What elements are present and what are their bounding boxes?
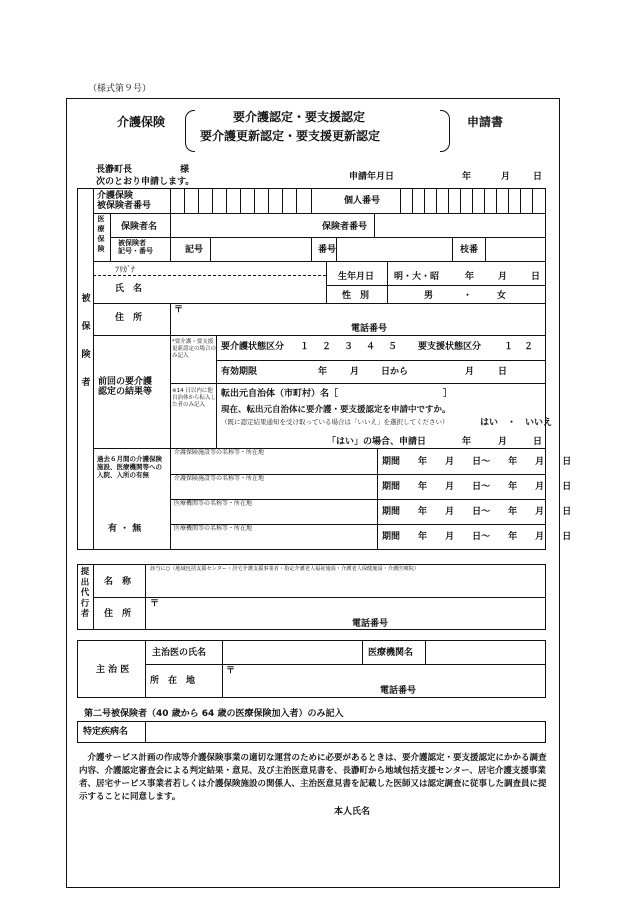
origin-close: ］ <box>443 389 453 399</box>
branch-label: 枝番 <box>460 245 479 255</box>
addressee-name: 長瀞町長 <box>96 165 133 175</box>
application-day: 日 <box>533 172 543 182</box>
origin-label <box>221 389 452 399</box>
agent-side-label: 提出代行者 <box>80 567 90 619</box>
previous-result-label: 前回の要介護 認定の結果等 <box>98 377 153 398</box>
facility-3-period: 期間 年 月 日〜 年 月 日 <box>382 507 572 517</box>
name-label: 氏 名 <box>115 284 143 294</box>
birth-month: 月 <box>498 272 508 282</box>
symbol-label: 記号 <box>185 245 204 255</box>
facility-1-period: 期間 年 月 日〜 年 月 日 <box>382 457 572 467</box>
number-label: 番号 <box>318 245 337 255</box>
title-line1: 要介護認定・要支援認定 <box>233 110 366 124</box>
validity-label: 有効期限 <box>221 367 258 377</box>
facilities-yes-no[interactable]: 有 ・ 無 <box>108 524 142 534</box>
yes-date-day: 日 <box>533 437 543 447</box>
validity-from: 日から <box>381 367 409 377</box>
doctor-postal-mark: 〒 <box>226 666 236 676</box>
validity-month-end: 月 <box>465 367 475 377</box>
second-insured-title: 第二号被保険者（40 歳から 64 歳の医療保険加入者）のみ記入 <box>84 709 344 719</box>
yes-date-year: 年 <box>462 437 472 447</box>
medical-insurance-label: 医療保険 <box>97 215 105 253</box>
facility-4-period: 期間 年 月 日〜 年 月 日 <box>382 532 572 542</box>
address-phone-label: 電話番号 <box>351 324 388 334</box>
application-date-label: 申請年月日 <box>349 172 395 182</box>
doctor-location-label: 所 在 地 <box>150 676 196 686</box>
doctor-label: 主 治 医 <box>96 665 130 675</box>
doctor-table <box>77 640 546 698</box>
support-level-1[interactable]: １ <box>504 342 514 352</box>
support-level-label: 要支援状態区分 <box>418 342 482 352</box>
application-year: 年 <box>462 172 472 182</box>
facility-1-name: 介護保険施設等の名称等・所在地 <box>174 449 265 456</box>
doctor-phone-label: 電話番号 <box>380 686 417 696</box>
agent-postal-mark: 〒 <box>150 599 160 609</box>
left-bracket <box>185 110 195 152</box>
sex-female[interactable]: 女 <box>497 291 507 301</box>
care-level-label: 要介護状態区分 <box>221 342 285 352</box>
insured-side-label: 被保険者 <box>81 294 91 388</box>
care-level-5[interactable]: ５ <box>388 342 398 352</box>
address-postal-mark: 〒 <box>174 305 184 315</box>
insurer-number-label: 保険者番号 <box>322 222 368 232</box>
request-text: 次のとおり申請します。 <box>96 177 195 187</box>
yes-no-choice[interactable]: はい ・ いいえ <box>480 418 553 428</box>
care-level-2[interactable]: ２ <box>322 342 332 352</box>
card-number-label: 被保険者 記号・番号 <box>118 239 153 256</box>
transfer-question: 現在、転出元自治体に要介護・要支援認定を申請中ですか。 <box>221 405 451 415</box>
form-number: （様式第９号） <box>88 84 152 94</box>
agent-address-label: 住 所 <box>104 609 132 619</box>
signature-label: 本人氏名 <box>334 807 371 817</box>
birth-eras: 明・大・昭 <box>394 272 440 282</box>
insurer-name-label: 保険者名 <box>121 222 158 232</box>
agent-phone-label: 電話番号 <box>352 619 389 629</box>
birth-label: 生年月日 <box>338 272 375 282</box>
yes-date-label: 「はい」の場合、申請日 <box>327 437 427 447</box>
sex-label: 性 別 <box>342 291 370 301</box>
support-level-2[interactable]: ２ <box>524 342 534 352</box>
birth-day: 日 <box>531 272 541 282</box>
validity-month: 月 <box>350 367 360 377</box>
care-level-3[interactable]: ３ <box>344 342 354 352</box>
renewal-note: *要介護・要支援更新認定の場合のみ記入 <box>172 339 217 359</box>
insured-number-label: 介護保険 被保険者番号 <box>97 191 152 212</box>
institution-label: 医療機関名 <box>368 648 414 658</box>
facility-2-period: 期間 年 月 日〜 年 月 日 <box>382 482 572 492</box>
yes-date-month: 月 <box>498 437 508 447</box>
validity-day-end: 日 <box>498 367 508 377</box>
title-line2: 要介護更新認定・要支援更新認定 <box>200 129 381 143</box>
origin-open: 転出元自治体（市町村）名［ <box>221 389 339 399</box>
title-left: 介護保険 <box>117 115 166 129</box>
disease-table <box>77 721 546 743</box>
consent-text: 介護サービス計画の作成等介護保険事業の適切な運営のために必要があるときは、要介護認定・要支援認定にかかる調査内容、介護認定審査会による判定結果・意見、及び主治医意見書を、長瀞町から地域包括支援センター、居宅介護支援事業者、居宅サービス事業者若しくは介護保険施設の関係人、主治医意見書を記載した医師又は認定調査に従事した調査員に提示することに同意します。 <box>79 753 547 802</box>
sex-dot: ・ <box>463 291 473 301</box>
agent-check-note: 該当に○（地域包括支援センター・居宅介護支援事業者・指定介護老人福祉施設・介護老人保健施設・介護医療院） <box>150 566 419 572</box>
personal-number-label: 個人番号 <box>344 196 381 206</box>
furigana-label: ﾌﾘｶﾞﾅ <box>115 265 135 274</box>
sex-male[interactable]: 男 <box>424 291 434 301</box>
doctor-name-label: 主治医の氏名 <box>152 648 207 658</box>
right-bracket <box>440 110 450 152</box>
facility-3-name: 医療機関等の名称等・所在地 <box>174 500 253 507</box>
care-level-4[interactable]: ４ <box>366 342 376 352</box>
title-right: 申請書 <box>467 115 504 129</box>
agent-name-label: 名 称 <box>104 577 132 587</box>
transfer-question-note: （既に認定結果通知を受け取っている場合は「いいえ」を選択してください） <box>221 418 449 426</box>
address-label: 住 所 <box>115 313 143 323</box>
facility-2-name: 介護保険施設等の名称等・所在地 <box>174 475 265 482</box>
facilities-label: 過去６月間の介護保険施設、医療機関等への入院、入所の有無 <box>97 455 162 479</box>
disease-label: 特定疾病名 <box>83 727 129 737</box>
care-level-1[interactable]: １ <box>300 342 310 352</box>
transfer-note: ※14 日以内に他自治体から転入した者のみ記入 <box>172 388 217 408</box>
facility-4-name: 医療機関等の名称等・所在地 <box>174 525 253 532</box>
addressee-honorific: 様 <box>180 165 190 175</box>
application-month: 月 <box>501 172 511 182</box>
birth-year: 年 <box>465 272 475 282</box>
validity-year: 年 <box>318 367 328 377</box>
